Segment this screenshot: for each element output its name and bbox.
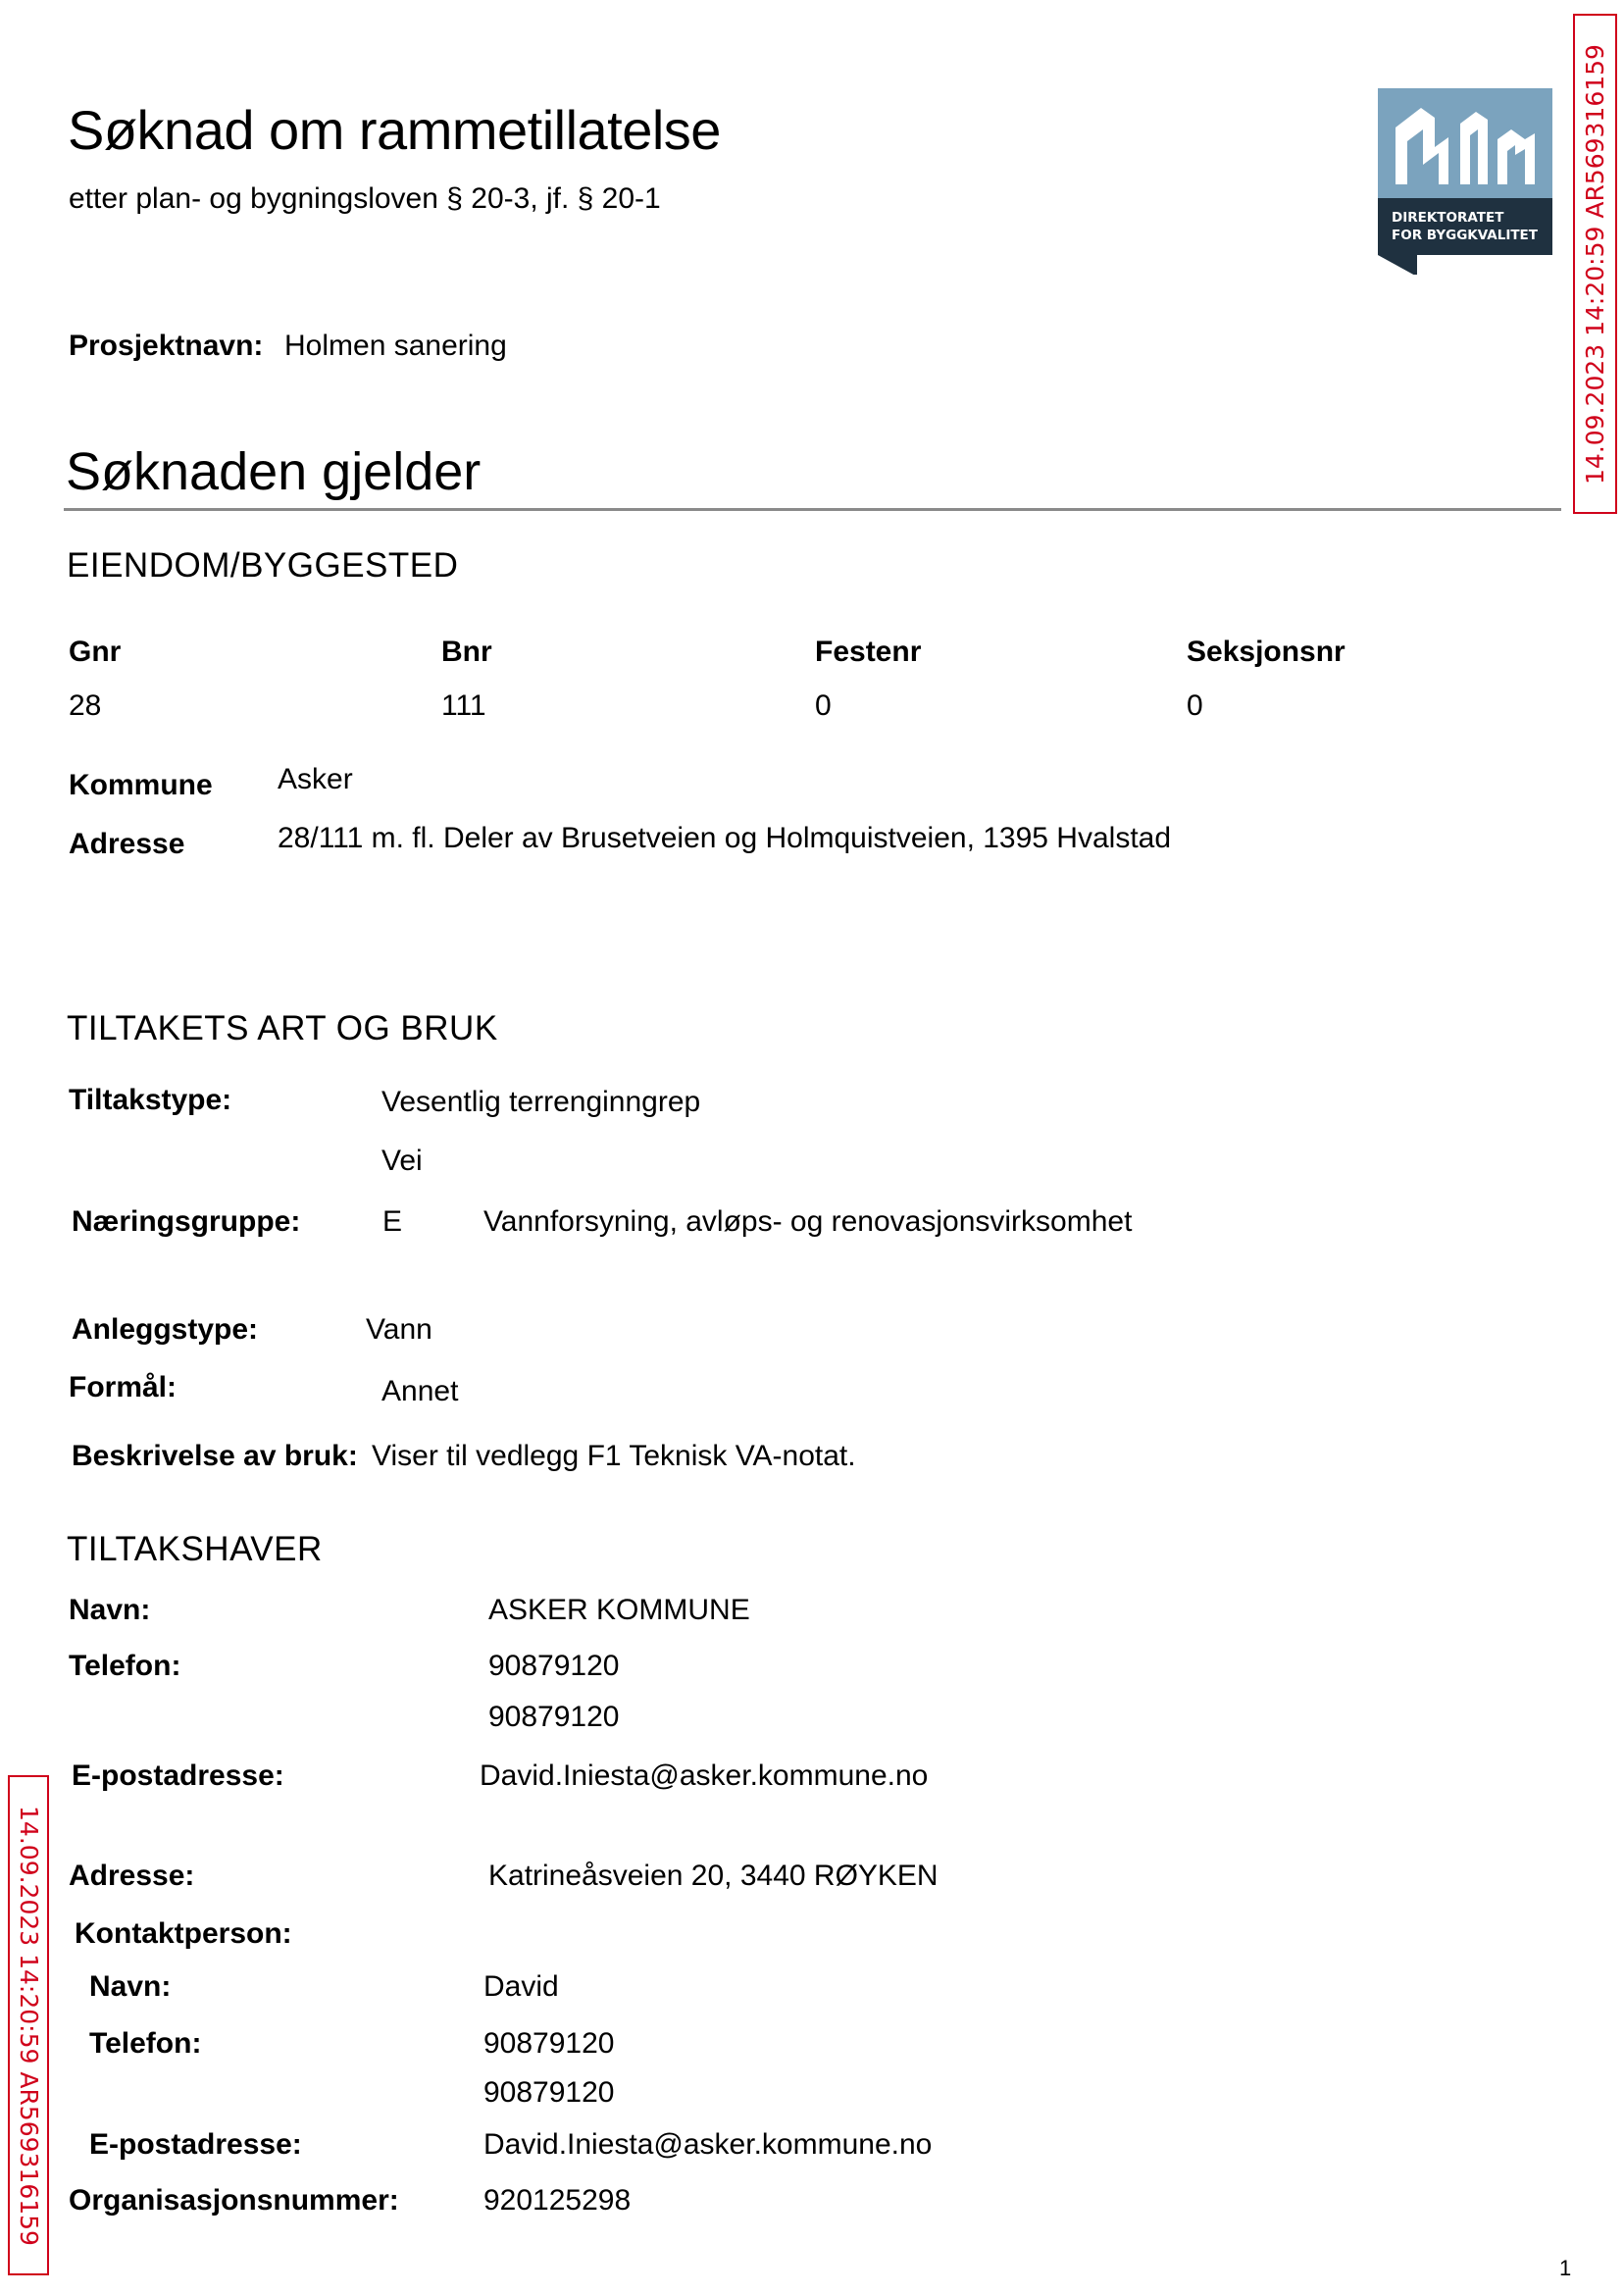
tiltakshaver-adresse-value: Katrineåsveien 20, 3440 RØYKEN	[488, 1860, 939, 1892]
tiltakstype-value: Vei	[381, 1145, 423, 1177]
page-title: Søknad om rammetillatelse	[68, 99, 721, 161]
formal-value: Annet	[381, 1375, 459, 1407]
kontakt-telefon-value: 90879120	[483, 2027, 615, 2060]
project-name-label: Prosjektnavn:	[69, 330, 264, 362]
gnr-label: Gnr	[69, 636, 122, 668]
tiltak-heading: TILTAKETS ART OG BRUK	[67, 1009, 498, 1047]
kontakt-epost-label: E-postadresse:	[89, 2128, 302, 2161]
dibk-logo	[1378, 88, 1552, 275]
timestamp-stamp-right	[1573, 14, 1617, 514]
naeringsgruppe-value: Vannforsyning, avløps- og renovasjonsvirksomhet	[483, 1205, 1133, 1238]
gnr-value: 28	[69, 689, 102, 722]
tiltakshaver-telefon-value: 90879120	[488, 1701, 620, 1733]
tiltakshaver-epost-label: E-postadresse:	[72, 1759, 284, 1792]
orgnr-label: Organisasjonsnummer:	[69, 2184, 399, 2217]
kontakt-navn-label: Navn:	[89, 1970, 172, 2003]
tiltakshaver-adresse-label: Adresse:	[69, 1860, 195, 1892]
kontakt-navn-value: David	[483, 1970, 559, 2003]
stamp-text: 14.09.2023 14:20:59 AR569316159	[1581, 43, 1610, 484]
seksjonsnr-value: 0	[1187, 689, 1203, 722]
tiltakstype-value: Vesentlig terrenginngrep	[381, 1086, 701, 1118]
tiltakshaver-navn-value: ASKER KOMMUNE	[488, 1594, 750, 1626]
tiltakshaver-navn-label: Navn:	[69, 1594, 151, 1626]
adresse-label: Adresse	[69, 828, 185, 860]
logo-line1: DIREKTORATET	[1392, 210, 1504, 226]
logo-line2: FOR BYGGKVALITET	[1392, 228, 1538, 243]
adresse-value: 28/111 m. fl. Deler av Brusetveien og Holmquistveien, 1395 Hvalstad	[278, 822, 1172, 854]
tiltakshaver-telefon-label: Telefon:	[69, 1650, 181, 1682]
seksjonsnr-label: Seksjonsnr	[1187, 636, 1345, 668]
anleggstype-value: Vann	[366, 1313, 432, 1346]
bnr-value: 111	[441, 689, 486, 722]
anleggstype-label: Anleggstype:	[72, 1313, 259, 1346]
beskrivelse-value: Viser til vedlegg F1 Teknisk VA-notat.	[372, 1440, 856, 1472]
tiltakshaver-heading: TILTAKSHAVER	[67, 1530, 323, 1568]
page-number: 1	[1559, 2256, 1572, 2280]
kommune-value: Asker	[278, 763, 353, 795]
page-subtitle: etter plan- og bygningsloven § 20-3, jf. § 20-1	[69, 182, 661, 215]
tiltakshaver-epost-value: David.Iniesta@asker.kommune.no	[480, 1759, 929, 1792]
festenr-label: Festenr	[815, 636, 922, 668]
kontakt-epost-value: David.Iniesta@asker.kommune.no	[483, 2128, 933, 2161]
orgnr-value: 920125298	[483, 2184, 632, 2217]
property-heading: EIENDOM/BYGGESTED	[67, 546, 459, 585]
festenr-value: 0	[815, 689, 832, 722]
stamp-text: 14.09.2023 14:20:59 AR569316159	[14, 1805, 43, 2246]
beskrivelse-label: Beskrivelse av bruk:	[72, 1440, 358, 1472]
project-name-value: Holmen sanering	[284, 330, 507, 362]
bnr-label: Bnr	[441, 636, 492, 668]
kontakt-telefon-label: Telefon:	[89, 2027, 202, 2060]
formal-label: Formål:	[69, 1371, 178, 1403]
naeringsgruppe-label: Næringsgruppe:	[72, 1205, 301, 1238]
timestamp-stamp-left	[8, 1775, 49, 2275]
naeringsgruppe-code: E	[382, 1205, 403, 1238]
kommune-label: Kommune	[69, 769, 213, 801]
kontaktperson-label: Kontaktperson:	[75, 1917, 292, 1950]
tiltakstype-label: Tiltakstype:	[69, 1084, 232, 1116]
section-divider	[64, 508, 1561, 511]
kontakt-telefon-value: 90879120	[483, 2076, 615, 2109]
section-title: Søknaden gjelder	[66, 442, 482, 501]
tiltakshaver-telefon-value: 90879120	[488, 1650, 620, 1682]
